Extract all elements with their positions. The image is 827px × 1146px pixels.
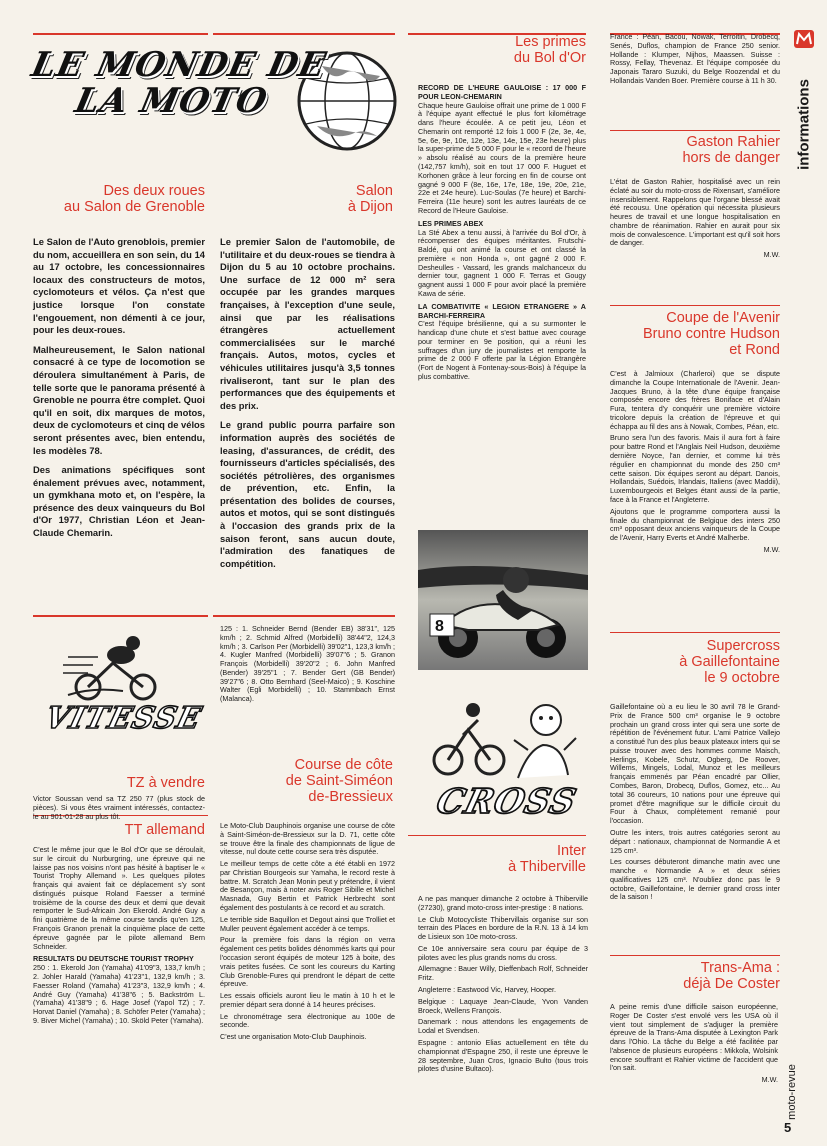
dijon-title: Salon à Dijon <box>347 183 393 216</box>
rahier-title: Gaston Rahier hors de danger <box>682 134 780 167</box>
thiberville-title: Inter à Thiberville <box>508 843 586 876</box>
transama-body: A peine remis d'une difficile saison européenne, Roger De Coster s'est envolé vers les USA où il vient tout simplement de s'adjuger la première épreuve de la Trans-Ama disputée à Lexington Park dans l'Ohio. La tâche du Belge a été facilitée par l'absence de plusieurs européens : Mikkola, Wolsink encore souffrant et Rahier victime de l'accident que l'on sait. M.W. <box>610 1002 778 1085</box>
tt-title: TT allemand <box>124 822 205 838</box>
bressieux-body: Le Moto-Club Dauphinois organise une course de côte à Saint-Siméon-de-Bressieux sur la D. 71, cette côte se trouve être la finale des championnats de ligue de vitesse, nul doute cette course sera très disputée. Le meilleur temps de cette côte a été établi en 1972 par Christian Bourgeois sur Yamaha, le record reste à battre. M. Scratch Jean Monin peut y prétendre, il vient de Besançon, mais à noter avis Roger Sibille et Michel Masnada, Guy Bertin et Patrick Herbrecht sont également des postulants à ce record et au scratch. Le terrible side Baquillon et Degout ainsi que Trolliet et Muller peuvent également accéder à ce temps. Pour la première fois dans la région on verra également ces petits bolides dénommés karts qui pour l'occasion seront équipés de moteur 125 à boite, des vrais petites fusées. Ce sont les coureurs du Karting Club Grenoble-Fures qui prendront le départ de cette épreuve. Les essais officiels auront lieu le matin à 10 h et le premier départ sera donné à 14 heures précises. Le chronométrage sera électronique au 100e de seconde. C'est une organisation Moto-Club Dauphinois. <box>220 821 395 1042</box>
rule-gaston <box>610 130 780 131</box>
magazine-name: moto-revue <box>786 1064 798 1120</box>
cross-rider-icon <box>418 690 588 785</box>
tz-title: TZ à vendre <box>126 775 205 791</box>
tt-results-125: 125 : 1. Schneider Bernd (Bender EB) 38'31", 125 km/h ; 2. Schmid Alfred (Morbidelli) 38'44"2, 124,3 km/h ; 3. Carlson Per (Morbidelli) 39'02"1, 123,3 km/h ; 4. Kugler Manfred (Morbidelli) 39'07"6 ; 5. Granon François (Morbidelli) 39'20"2 ; 6. John Manfred (Bender) 39'25"1 ; 7. Bender Gert (GB Bender) 39'27"6 ; 8. Otto Bernhard (Seel-Maico) ; 9. Koschine Walter (Egli Morbidelli) ; 10. Stammbach Ernst (Malanca). <box>220 624 395 704</box>
rule-mid-left <box>33 615 208 617</box>
cross-logo-text: CROSS <box>432 782 581 822</box>
supercross-title: Supercross à Gaillefontaine le 9 octobre <box>679 638 780 687</box>
racer-illustration-icon <box>418 530 588 670</box>
page-number: 5 <box>784 1120 792 1135</box>
coupe-body: C'est à Jalmioux (Charleroi) que se dispute dimanche la Coupe Internationale de l'Avenir. Jean-Jacques Bruno, à la tête d'une équipe française composée encore des frères Boniface et d'Alain Fura, tentera d'y conquérir une première victoire tricolore depuis la création de l'épreuve et qui échappa au fil des ans à Nowak, Combes, Péan, etc. Bruno sera l'un des favoris. Mais il aura fort à faire pour battre Rond et l'Anglais Neil Hudson, deuxième dernière Noyce, l'an dernier, et comme lui très régulier en championnat du monde des 250 cm³ cette saison. Dix équipes seront au départ. Danois, Hollandais, Suédois, Irlandais, Italiens (avec Maddii), Luxembourgeois et Belges étant aussi de la partie, face à la France et l'Angleterre. Ajoutons que le programme comportera aussi la finale du championnat de Belgique des inters 250 cm³ opposant deux anciens vainqueurs de la Coupe de l'Avenir, Harry Everts et André Malherbe. M.W. <box>610 369 780 554</box>
bol-title: Les primes du Bol d'Or <box>513 34 586 67</box>
dijon-body: Le premier Salon de l'automobile, de l'utilitaire et du deux-roues se tiendra à Dijon du 5 au 10 octobre prochains. Une surface de 12 000 m² sera occupée par les grandes marques françaises, à l'exception d'une seule, ainsi que par les réalisations étrangères actuellement commercialisées sur le marché français. Autos, motos, cycles et véhicules utilitaires jusqu'à 3,5 tonnes rivaliseront, tant sur le plan des performances que des équipements et des prix. Le grand public pourra parfaire son information auprès des sociétés de leasing, d'assurances, de crédit, des fournisseurs d'articles spécialisés, des sociétés pétrolières, des organismes de prévention, etc. Enfin, la présentation des bolides de courses, autos et motos, qui se sont distingués à l'occasion des grands prix de la saison feront, sans aucun doute, l'admiration des fanatiques de compétition. <box>220 236 395 569</box>
svg-text:8: 8 <box>435 618 444 635</box>
tz-text: Victor Soussan vend sa TZ 250 77 (plus stock de pièces). Si vous êtes vraiment intéressés, contactez-le au 901-01-28 au plus tôt. <box>33 794 205 821</box>
rule-transama <box>610 955 780 956</box>
monde-logo-text: LE MONDE DE LA MOTO <box>27 45 331 121</box>
tt-body: C'est le même jour que le Bol d'Or que se déroulait, sur le circuit du Nurburgring, une épreuve qui ne laisse pas nos voisins n'ont pas hésité à baptiser le « Tourist Trophy Allemand ». Les quelques pilotes français qui avaient fait ce déplacement s'y sont distingués puisque Roland Faesser a terminé troisième de la course des deux et demi que devait remporter le Sud-Africain Jon Ekerold. André Guy a fini quatrième de la même course tandis qu'en 125, François Granon prenait la cinquième place de cette épreuve gagnée par le pilote allemand Bern Schneider. RESULTATS DU DEUTSCHE TOURIST TROPHY 250 : 1. Ekerold Jon (Yamaha) 41'09"3, 133,7 km/h ; 2. Johler Harald (Yamaha) 41'23"1, 132,9 km/h ; 3. Faesser Roland (Yamaha) 41'23"3, 132,9 km/h ; 4. André Guy (Yamaha) 41'38"6 ; 5. Backström L. (Yamaha) 41'38"9 ; 6. Hage Josef (Yapol TZ) ; 7. Horvat Daniel (Yamaha) ; 8. Schöfer Peter (Yamaha) ; 9. Biver Michel (Yamaha) ; 10. Sköld Peter (Yamaha). <box>33 845 205 1025</box>
cross-logo <box>418 690 588 830</box>
rahier-body: L'état de Gaston Rahier, hospitalisé avec un rein éclaté au soir du moto-cross de Rixensart, s'améliore insensiblement. Rappelons que l'organe blessé avait été recousu. Une opération qui nécessita plusieurs heures de travail et une longue hospitalisation en chambre de réanimation. Rahier en aurait pour six mois de convalescence. L'important est qu'il soit hors de danger. M.W. <box>610 177 780 260</box>
monde-logo <box>20 40 400 175</box>
rule-mid-mid <box>213 615 395 617</box>
side-tab <box>793 28 815 178</box>
vitesse-logo-text: VITESSE <box>41 701 206 736</box>
mr-logo-icon <box>793 28 815 50</box>
grenoble-body: Le Salon de l'Auto grenoblois, premier du nom, accueillera en son sein, du 14 au 17 octobre, les concessionnaires locaux des constructeurs de motos, cyclomoteurs et vélos. Ça n'est que justice lorsque l'on constate l'engouement, non démenti à ce jour, pour les deux-roues. Malheureusement, le Salon national consacré à ce type de locomotion se déroulera simultanément à Paris, de telle sorte que le panorama présenté à Grenoble ne pourra être complet. Quoi qu'il en soit, dix marques de motos, deux de cyclomoteurs et cinq de vélos seront présentes avec, bien entendu, les modèles 78. Des animations spécifiques sont énalement prévues avec, notamment, un gymkhana moto et, on l'espère, la présence des deux vainqueurs du Bol d'Or 1977, Christian Léon et Jean-Claude Chemarin. <box>33 236 205 539</box>
side-label: informations <box>795 79 813 170</box>
rahier-intro: France : Péan, Bacou, Nowak, Terroitin, Drobecq, Senés, Duflos, champion de France 250 senior. Hollande : Klumper, Nijhos, Maassen. Suisse : Rossy, Fellay, Thevenaz. Et l'équipe composée du Japonais Tararo Suzuki, du Belge Roozendal et du Hollandais Vanden Boer. Première course à 11 h 30. <box>610 32 780 85</box>
racing-photo <box>418 530 588 670</box>
bressieux-title: Course de côte de Saint-Siméon de-Bressieux <box>285 757 393 806</box>
grenoble-title: Des deux roues au Salon de Grenoble <box>63 183 205 216</box>
vitesse-logo <box>33 625 208 755</box>
rule-super <box>610 632 780 633</box>
coupe-title: Coupe de l'Avenir Bruno contre Hudson et Rond <box>642 310 780 359</box>
thiberville-body: A ne pas manquer dimanche 2 octobre à Thiberville (27230), grand moto-cross inter-prestige : 8 nations. Le Club Motocycliste Thibervillais organise sur son terrain des Places en bordure de la R.N. 13 à 14 km de Lisieux son 10e moto-cross. Ce 10e anniversaire sera couru par équipe de 3 pilotes avec les plus grands noms du cross. Allemagne : Bauer Willy, Dieffenbach Rolf, Schneider Fritz. Angleterre : Eastwood Vic, Harvey, Hooper. Belgique : Laquaye Jean-Claude, Yvon Vanden Broeck, Wellens François. Danemark : nous attendons les engagements de Lodal et Svendsen. Espagne : antonio Elias actuellement en tête du championnat d'Espagne 250, il reste une épreuve le 28 septembre, Juan Cros, Ignacio Bulto (tous trois pilotes d'usine Bultaco). <box>418 894 588 1074</box>
rule-top-mid <box>213 33 395 35</box>
supercross-body: Gaillefontaine où a eu lieu le 30 avril 78 le Grand-Prix de France 500 cm³ organise le 9 octobre prochain un grand cross inter qui sera une sorte de répétition de l'événement futur. L'ami Patrice Vallejo a constitué l'un des plus beaux plateaux inters qui se puisse trouver avec des hommes comme Maisch, Herlings, Kobele, Schutz, Ogberg, De Roover, Willems, Mingels, Lodal, Munoz et les meilleurs français emmenés par Péan encadré par Ollier, Combes, Baron, Drobecq, Duflos, Gomez, etc... Au total 36 coureurs, 10 nations pour une épreuve qui promet d'être magnifique sur le difficile circuit du Four à Chaux, complètement remanié pour l'occasion. Outre les inters, trois autres catégories seront au départ : nationaux, championnat de Normandie A et 125 cm³. Les courses débuteront dimanche matin avec une manche « Normandie A » et deux séries qualificatives 125 cm³. N'oubliez donc pas le 9 octobre, Gaillefontaine, le dernier grand cross inter de la saison ! <box>610 702 780 902</box>
rule-top-left <box>33 33 208 35</box>
speed-rider-icon <box>63 625 173 705</box>
rule-coupe <box>610 305 780 306</box>
bol-body: RECORD DE L'HEURE GAULOISE : 17 000 F POUR LEON-CHEMARIN Chaque heure Gauloise offrait une prime de 1 000 F à l'équipe ayant effectué le plus fort kilométrage dans l'heure écoulée. A ce petit jeu, Léon et Chemarin ont remporté 12 fois 1 000 F (2e, 3e, 4e, 5e, 6e, 9e, 10e, 12e, 13e, 14e, 15e, 23e heure) plus la super-prime de 5 000 F pour le « record de l'heure » absolu réalisé au cours de la première heure (142,757 km/h), soit en tout 17 000 F. Huguet et Korhonen grâce à leur forcing en fin de course ont gagné 9 000 F (8e, 16e, 17e, 18e, 19e, 20e, 21e, 22e et 24e heure). Luc-Soulas (7e heure) et Barchi-Ferreira (11e heure) sont les autres lauréats de ce Record de l'Heure Gauloise. LES PRIMES ABEX La Sté Abex a tenu aussi, à l'arrivée du Bol d'Or, à récompenser des équipes méritantes. Frutschi-Baldé, qui ont animé la course et ont classé la première « non Honda », ont gagné 2 000 F. Desheulles - Vassard, les grands malchanceux du dernier tour, gagnent 1 000 F. Terras et Gougy gagnent aussi 1 000 F pour avoir placé la première Kawa de série. LA COMBATIVITE « LEGION ETRANGERE » A BARCHI-FERREIRA C'est l'équipe brésilienne, qui a su surmonter le handicap d'une chute et s'est battue avec courage pour terminer en 9e position, qui a réuni les suffrages d'un jury de journalistes et remporte la prime de 2 000 F offerte par la Légion Etrangère (Fort de Nogent à Fontenay-sous-Bois) à l'équipe la plus combattive. <box>418 83 586 381</box>
transama-title: Trans-Ama : déjà De Coster <box>683 960 780 993</box>
rule-inter <box>408 835 586 836</box>
